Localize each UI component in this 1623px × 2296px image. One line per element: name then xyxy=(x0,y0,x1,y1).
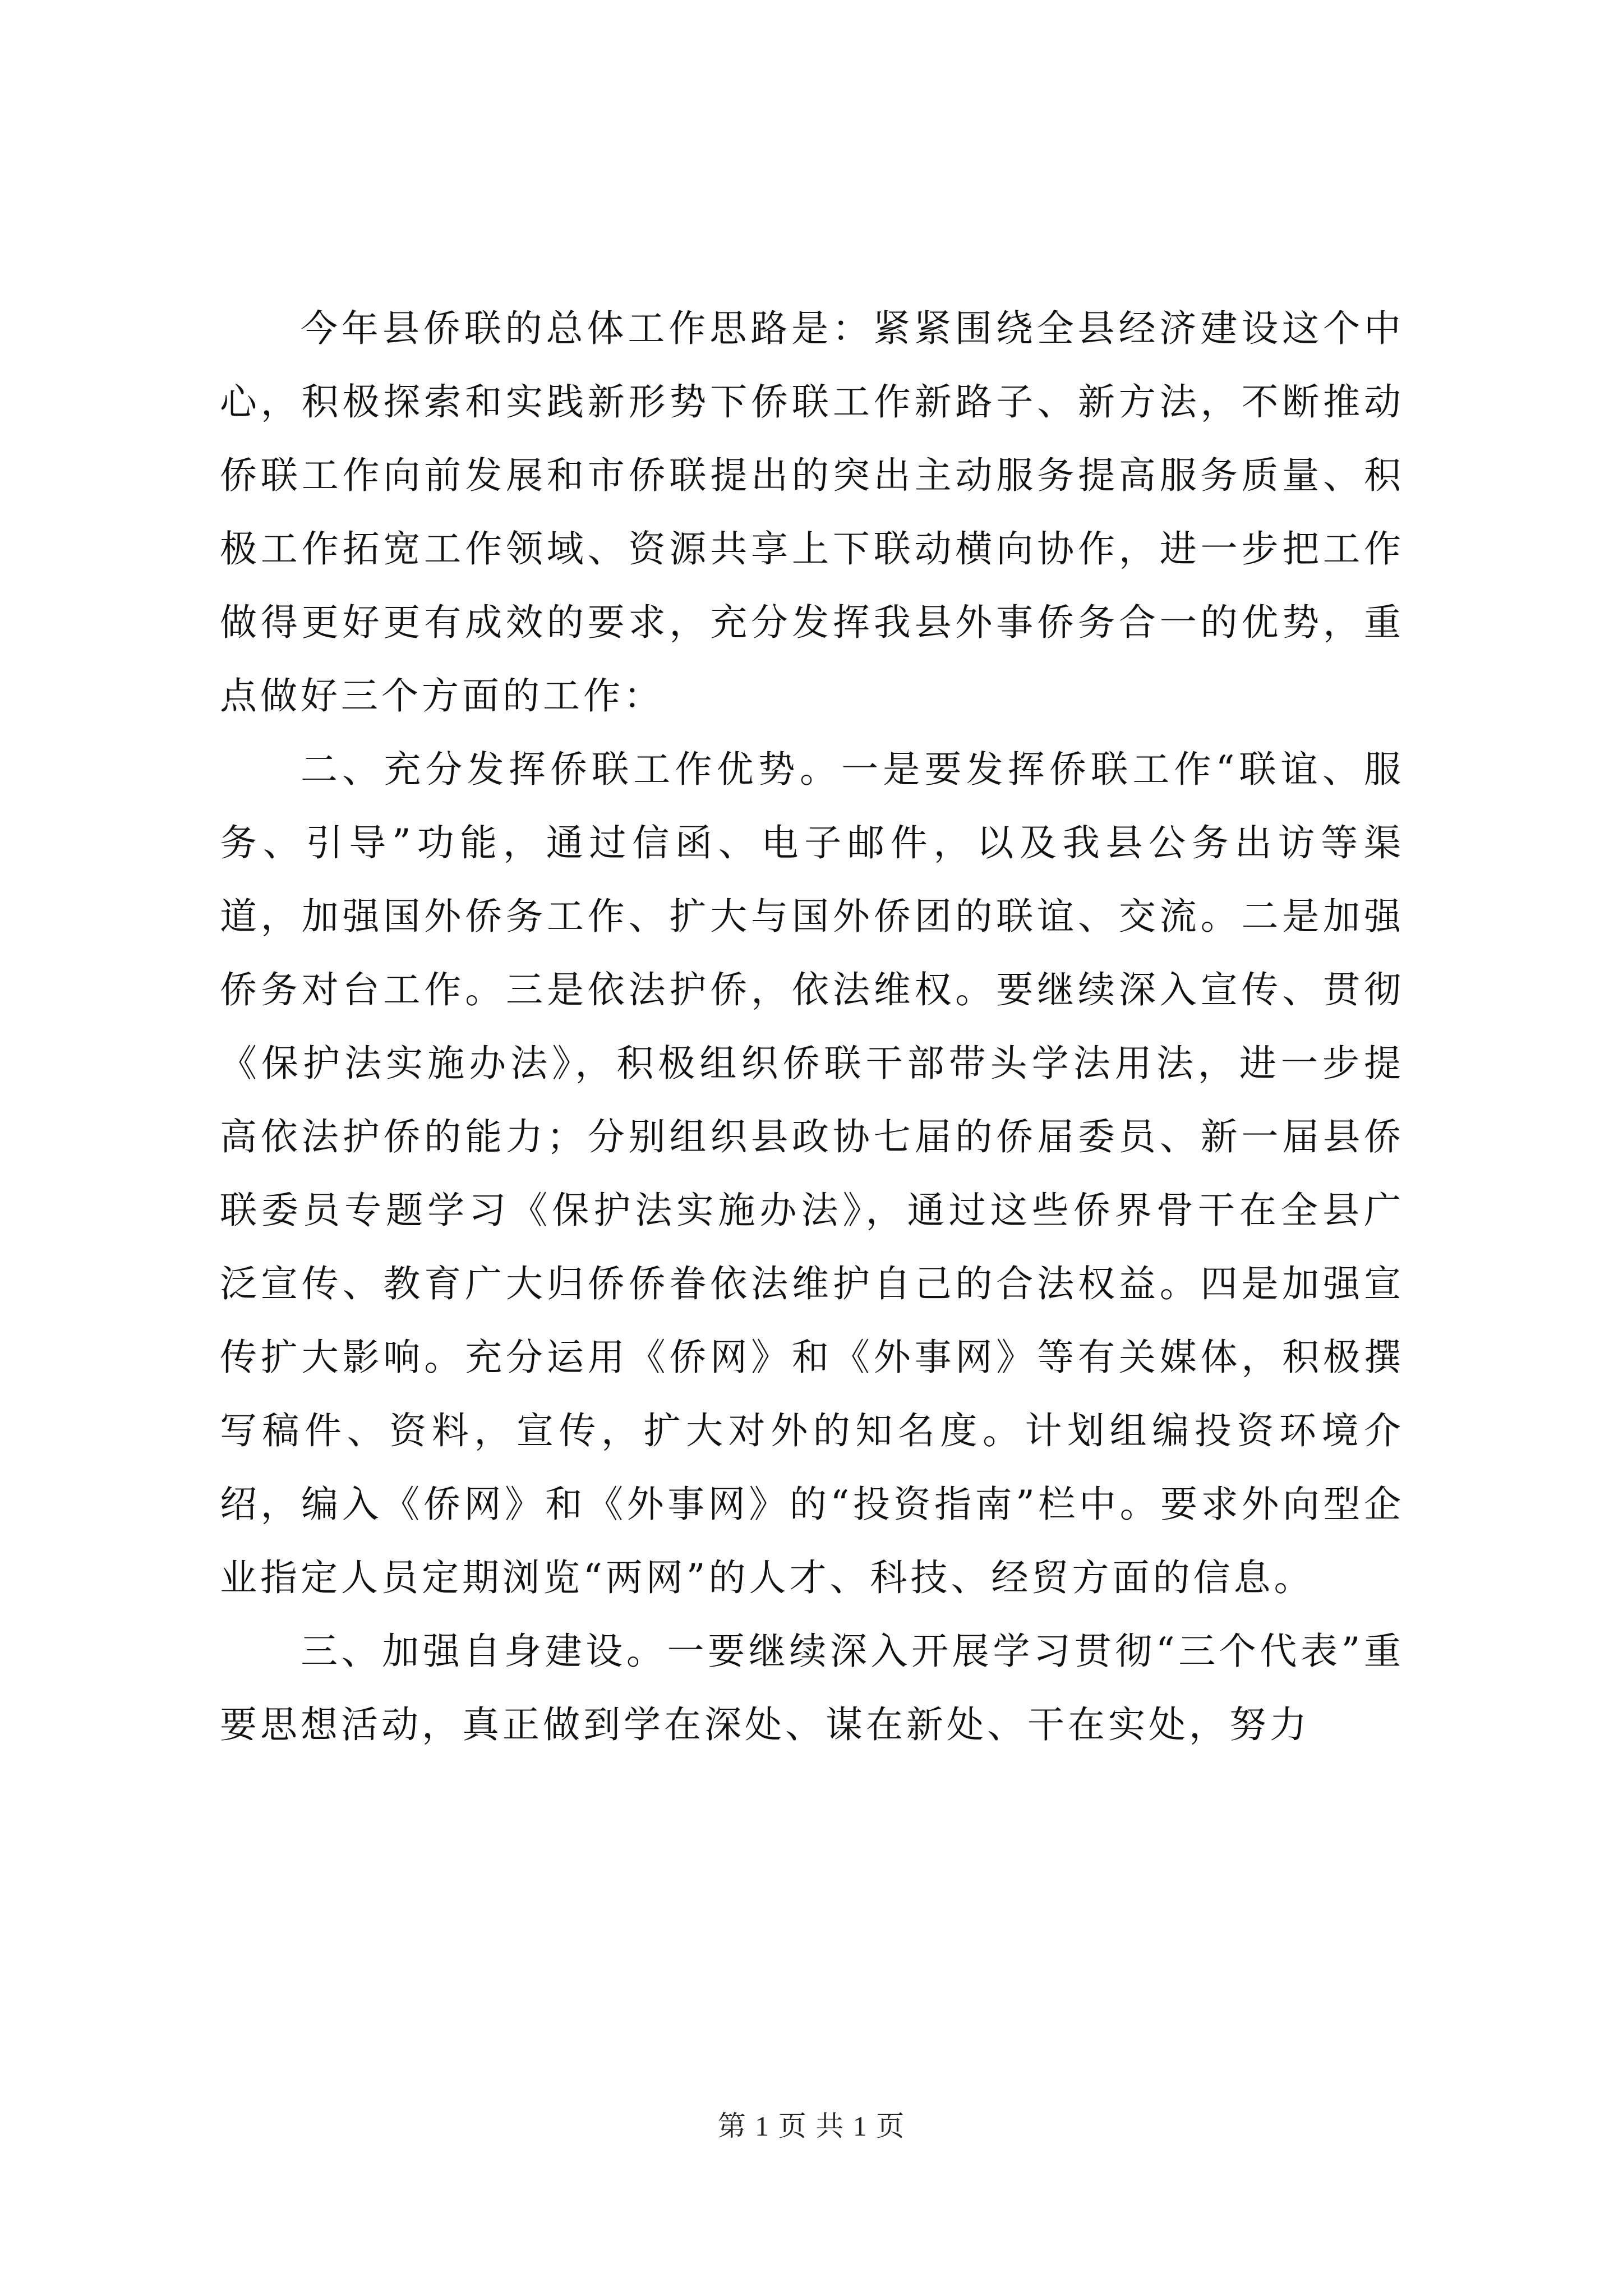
page-footer: 第 1 页 共 1 页 xyxy=(717,2110,906,2142)
paragraph-work-approach: 今年县侨联的总体工作思路是：紧紧围绕全县经济建设这个中心，积极探索和实践新形势下侨联工作新路子、新方法，不断推动侨联工作向前发展和市侨联提出的突出主动服务提高服务质量、积极工作拓宽工作领域、资源共享上下联动横向协作，进一步把工作做得更好更有成效的要求，充分发挥我县外事侨务合一的优势，重点做好三个方面的工作： xyxy=(220,307,1404,717)
paragraph-section-two: 二、充分发挥侨联工作优势。一是要发挥侨联工作“联谊、服务、引导”功能，通过信函、电子邮件，以及我县公务出访等渠道，加强国外侨务工作、扩大与国外侨团的联谊、交流。二是加强侨务对台工作。三是依法护侨，依法维权。要继续深入宣传、贯彻《保护法实施办法》，积极组织侨联干部带头学法用法，进一步提高依法护侨的能力；分别组织县政协七届的侨届委员、新一届县侨联委员专题学习《保护法实施办法》，通过这些侨界骨干在全县广泛宣传、教育广大归侨侨眷依法维护自己的合法权益。四是加强宣传扩大影响。充分运用《侨网》和《外事网》等有关媒体，积极撰写稿件、资料，宣传，扩大对外的知名度。计划组编投资环境介绍，编入《侨网》和《外事网》的“投资指南”栏中。要求外向型企业指定人员定期浏览“两网”的人才、科技、经贸方面的信息。 xyxy=(220,748,1404,1599)
paragraph-section-three: 三、加强自身建设。一要继续深入开展学习贯彻“三个代表”重要思想活动，真正做到学在深处、谋在新处、干在实处，努力 xyxy=(220,1630,1404,1746)
document-body xyxy=(220,292,1404,1761)
